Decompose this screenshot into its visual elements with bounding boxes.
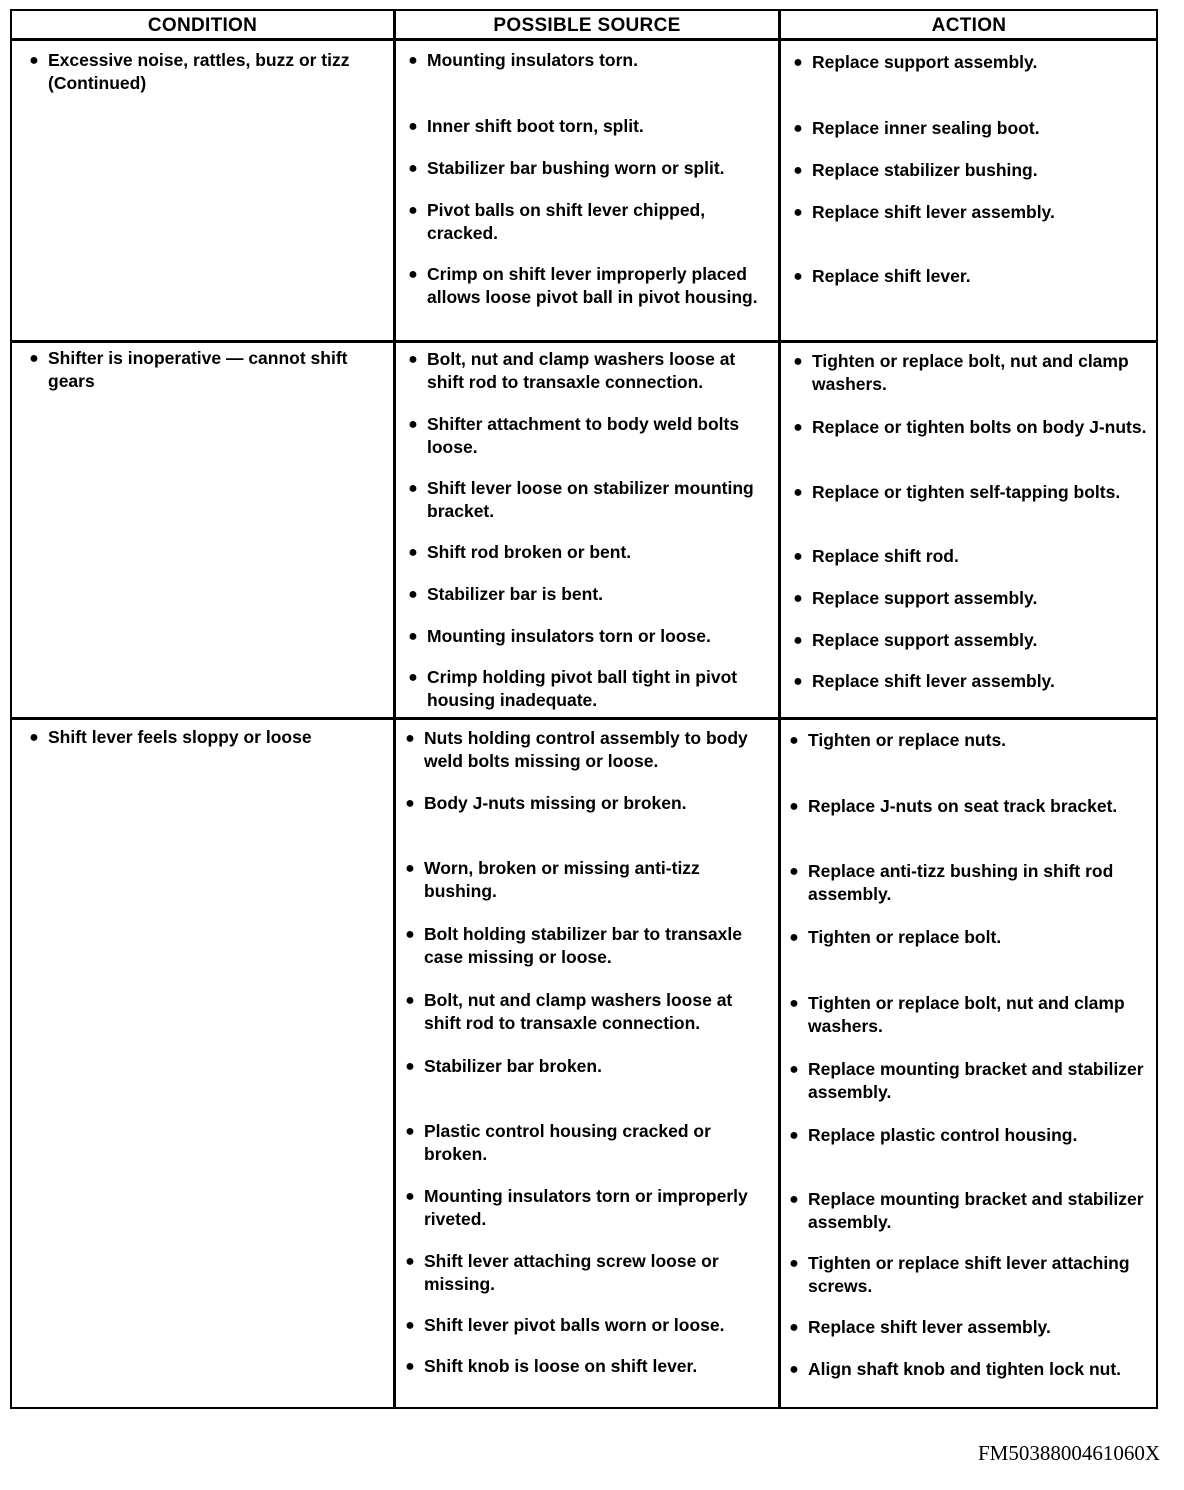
action-text: Tighten or replace nuts. — [808, 730, 1007, 750]
list-item — [786, 926, 1152, 949]
bullet-icon: ● — [793, 484, 803, 501]
row-divider — [12, 717, 1156, 720]
action-text: Replace shift lever assembly. — [812, 671, 1055, 691]
bullet-icon: ● — [408, 351, 418, 368]
source-text: Shifter attachment to body weld bolts loose. — [427, 414, 740, 457]
list-item — [790, 159, 1152, 182]
list-item — [402, 923, 774, 969]
list-item — [402, 1055, 774, 1078]
column-divider — [393, 11, 396, 1407]
list-item — [405, 666, 773, 712]
bullet-icon: ● — [789, 1061, 799, 1078]
action-cell — [786, 729, 1152, 1399]
source-text: Mounting insulators torn. — [427, 50, 638, 70]
possible-source-header: POSSIBLE SOURCE — [493, 15, 681, 36]
bullet-icon: ● — [793, 268, 803, 285]
list-item — [402, 792, 774, 815]
bullet-icon: ● — [405, 1058, 415, 1075]
bullet-icon: ● — [408, 480, 418, 497]
list-item — [405, 583, 773, 606]
list-item — [405, 348, 773, 394]
list-item — [402, 1185, 774, 1231]
source-text: Inner shift boot torn, split. — [427, 116, 644, 136]
bullet-icon: ● — [408, 52, 418, 69]
list-item — [402, 989, 774, 1035]
list-item — [786, 1358, 1152, 1381]
list-item — [790, 201, 1152, 224]
action-text: Replace or tighten bolts on body J-nuts. — [812, 417, 1147, 437]
header-divider — [12, 38, 1156, 41]
list-item — [402, 1355, 774, 1378]
action-text: Replace shift lever assembly. — [812, 202, 1055, 222]
action-cell — [790, 350, 1152, 716]
bullet-icon: ● — [793, 54, 803, 71]
list-item — [786, 860, 1152, 906]
source-text: Bolt, nut and clamp washers loose at shift rod to transaxle connection. — [427, 349, 736, 392]
bullet-icon: ● — [405, 795, 415, 812]
source-text: Nuts holding control assembly to body weld bolts missing or loose. — [424, 728, 748, 771]
source-text: Mounting insulators torn or loose. — [427, 626, 711, 646]
source-text: Stabilizer bar broken. — [424, 1056, 602, 1076]
list-item — [786, 729, 1152, 752]
diagnosis-table — [10, 9, 1158, 1409]
row-divider — [12, 340, 1156, 343]
list-item — [405, 541, 773, 564]
bullet-icon: ● — [408, 160, 418, 177]
bullet-icon: ● — [405, 1317, 415, 1334]
condition-text: Shift lever feels sloppy or loose — [48, 727, 312, 747]
source-text: Shift lever pivot balls worn or loose. — [424, 1315, 725, 1335]
bullet-icon: ● — [793, 162, 803, 179]
bullet-icon: ● — [405, 860, 415, 877]
list-item — [786, 1316, 1152, 1339]
bullet-icon: ● — [29, 729, 39, 746]
action-text: Replace anti-tizz bushing in shift rod assembly. — [808, 861, 1114, 904]
list-item — [790, 265, 1152, 288]
condition-cell — [26, 347, 366, 407]
source-text: Pivot balls on shift lever chipped, cracked. — [427, 200, 706, 243]
action-text: Replace support assembly. — [812, 588, 1038, 608]
column-divider — [778, 11, 781, 1407]
list-item — [790, 670, 1152, 693]
bullet-icon: ● — [405, 1358, 415, 1375]
source-text: Shift knob is loose on shift lever. — [424, 1356, 698, 1376]
bullet-icon: ● — [793, 548, 803, 565]
bullet-icon: ● — [405, 992, 415, 1009]
source-text: Stabilizer bar is bent. — [427, 584, 604, 604]
list-item — [26, 726, 376, 749]
action-text: Replace inner sealing boot. — [812, 118, 1040, 138]
source-text: Shift rod broken or bent. — [427, 542, 632, 562]
list-item — [790, 350, 1152, 396]
list-item — [786, 992, 1152, 1038]
list-item — [402, 857, 774, 903]
source-text: Shift lever loose on stabilizer mounting bracket. — [427, 478, 754, 521]
source-text: Mounting insulators torn or improperly riveted. — [424, 1186, 748, 1229]
bullet-icon: ● — [405, 926, 415, 943]
condition-cell — [26, 49, 366, 109]
bullet-icon: ● — [29, 52, 39, 69]
bullet-icon: ● — [789, 1319, 799, 1336]
source-text: Worn, broken or missing anti-tizz bushing. — [424, 858, 700, 901]
source-text: Stabilizer bar bushing worn or split. — [427, 158, 725, 178]
source-cell — [405, 348, 773, 716]
figure-code: FM5038800461060X — [977, 1441, 1160, 1465]
list-item — [405, 199, 773, 245]
bullet-icon: ● — [789, 798, 799, 815]
bullet-icon: ● — [793, 120, 803, 137]
list-item — [405, 413, 773, 459]
list-item — [790, 481, 1152, 504]
source-text: Bolt, nut and clamp washers loose at shift rod to transaxle connection. — [424, 990, 733, 1033]
source-text: Shift lever attaching screw loose or missing. — [424, 1251, 719, 1294]
action-text: Replace support assembly. — [812, 630, 1038, 650]
bullet-icon: ● — [789, 1361, 799, 1378]
bullet-icon: ● — [789, 732, 799, 749]
list-item — [790, 51, 1152, 74]
bullet-icon: ● — [789, 929, 799, 946]
list-item — [786, 1058, 1152, 1104]
bullet-icon: ● — [405, 1253, 415, 1270]
bullet-icon: ● — [793, 419, 803, 436]
list-item — [790, 117, 1152, 140]
action-text: Replace stabilizer bushing. — [812, 160, 1038, 180]
action-text: Replace or tighten self-tapping bolts. — [812, 482, 1121, 502]
bullet-icon: ● — [408, 202, 418, 219]
list-item — [790, 416, 1152, 439]
bullet-icon: ● — [29, 350, 39, 367]
source-text: Plastic control housing cracked or broken. — [424, 1121, 711, 1164]
action-text: Replace shift rod. — [812, 546, 959, 566]
list-item — [405, 625, 773, 648]
action-text: Replace mounting bracket and stabilizer assembly. — [808, 1189, 1144, 1232]
action-text: Replace mounting bracket and stabilizer assembly. — [808, 1059, 1144, 1102]
action-text: Tighten or replace bolt. — [808, 927, 1002, 947]
condition-text: Shifter is inoperative — cannot shift gears — [48, 348, 348, 391]
action-header: ACTION — [931, 15, 1007, 36]
list-item — [405, 263, 773, 309]
list-item — [786, 1252, 1152, 1298]
bullet-icon: ● — [408, 669, 418, 686]
action-text: Replace shift lever. — [812, 266, 971, 286]
bullet-icon: ● — [793, 632, 803, 649]
bullet-icon: ● — [789, 863, 799, 880]
action-text: Tighten or replace bolt, nut and clamp washers. — [812, 351, 1129, 394]
list-item — [26, 347, 366, 393]
condition-text: Excessive noise, rattles, buzz or tizz (Continued) — [48, 50, 350, 93]
source-text: Body J-nuts missing or broken. — [424, 793, 687, 813]
list-item — [786, 1188, 1152, 1234]
bullet-icon: ● — [789, 995, 799, 1012]
list-item — [402, 1120, 774, 1166]
bullet-icon: ● — [405, 730, 415, 747]
condition-cell — [26, 726, 376, 756]
bullet-icon: ● — [405, 1188, 415, 1205]
list-item — [790, 629, 1152, 652]
action-text: Replace shift lever assembly. — [808, 1317, 1051, 1337]
bullet-icon: ● — [789, 1127, 799, 1144]
action-text: Tighten or replace shift lever attaching screws. — [808, 1253, 1130, 1296]
list-item — [786, 1124, 1152, 1147]
list-item — [790, 545, 1152, 568]
source-text: Bolt holding stabilizer bar to transaxle case missing or loose. — [424, 924, 742, 967]
bullet-icon: ● — [793, 353, 803, 370]
source-text: Crimp holding pivot ball tight in pivot housing inadequate. — [427, 667, 738, 710]
list-item — [405, 157, 773, 180]
action-text: Align shaft knob and tighten lock nut. — [808, 1359, 1122, 1379]
bullet-icon: ● — [789, 1191, 799, 1208]
list-item — [402, 1250, 774, 1296]
bullet-icon: ● — [408, 416, 418, 433]
bullet-icon: ● — [408, 544, 418, 561]
action-text: Replace plastic control housing. — [808, 1125, 1078, 1145]
list-item — [402, 1314, 774, 1337]
bullet-icon: ● — [793, 204, 803, 221]
action-text: Replace J-nuts on seat track bracket. — [808, 796, 1118, 816]
list-item — [26, 49, 366, 95]
bullet-icon: ● — [408, 266, 418, 283]
condition-header: CONDITION — [147, 15, 258, 36]
bullet-icon: ● — [408, 628, 418, 645]
source-text: Crimp on shift lever improperly placed allows loose pivot ball in pivot housing. — [427, 264, 758, 307]
action-text: Replace support assembly. — [812, 52, 1038, 72]
bullet-icon: ● — [793, 590, 803, 607]
list-item — [790, 587, 1152, 610]
action-text: Tighten or replace bolt, nut and clamp washers. — [808, 993, 1125, 1036]
list-item — [405, 477, 773, 523]
list-item — [405, 49, 773, 72]
source-cell — [405, 49, 773, 339]
bullet-icon: ● — [408, 586, 418, 603]
bullet-icon: ● — [789, 1255, 799, 1272]
list-item — [402, 727, 774, 773]
source-cell — [402, 727, 774, 1397]
bullet-icon: ● — [793, 673, 803, 690]
list-item — [405, 115, 773, 138]
action-cell — [790, 51, 1152, 339]
bullet-icon: ● — [405, 1123, 415, 1140]
list-item — [786, 795, 1152, 818]
bullet-icon: ● — [408, 118, 418, 135]
